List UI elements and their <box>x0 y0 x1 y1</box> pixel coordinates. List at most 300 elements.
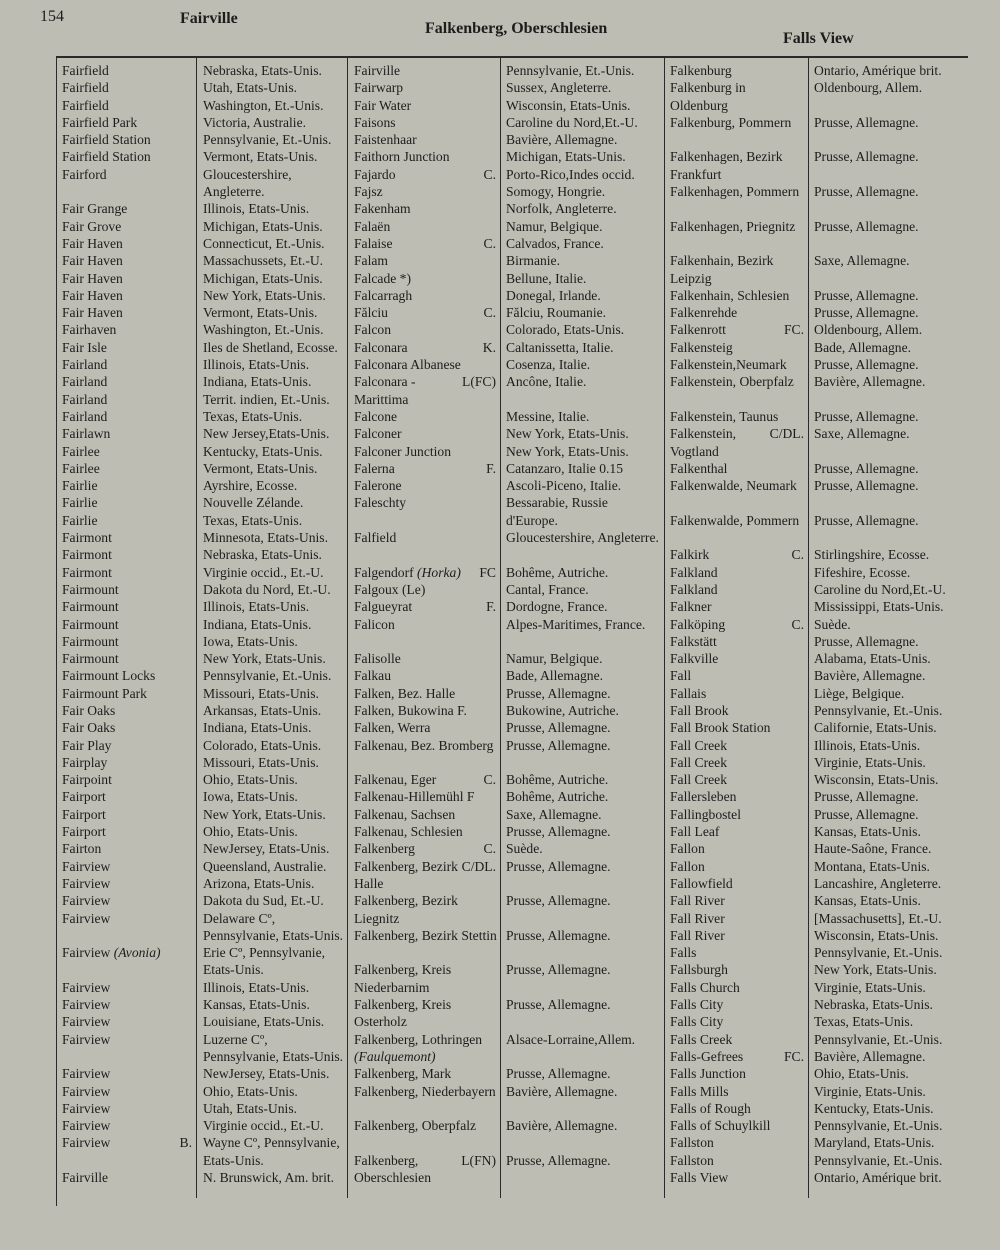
entry-name-text: Fairview <box>62 1066 111 1082</box>
entry-name <box>670 910 806 927</box>
entry-name <box>354 788 498 805</box>
entry-place: Illinois, Etats-Unis. <box>814 737 921 753</box>
entry-name <box>354 79 498 96</box>
entry-place: Caroline du Nord,Et.-U. <box>506 114 638 130</box>
entry-name <box>354 1083 498 1118</box>
entry-name-text: Fairmount <box>62 599 119 615</box>
entry-note: C. <box>791 616 804 632</box>
entry-name-text: Fairville <box>354 63 401 78</box>
entry-place: Indiana, Etats-Unis. <box>203 616 312 632</box>
entry-name-text: Fallais <box>670 685 707 701</box>
entry-place: Birmanie. <box>506 253 560 269</box>
entry-name-text: Fall River <box>670 893 725 909</box>
entry-place: Prusse, Allemagne. <box>506 962 611 978</box>
entry-place: Vermont, Etats-Unis. <box>203 460 318 476</box>
entry-name <box>62 633 194 650</box>
entry-place: N. Brunswick, Am. brit. <box>203 1170 335 1185</box>
entry-name-text: Fall Creek <box>670 754 728 770</box>
entry-name-text: Fairfield <box>62 63 109 78</box>
entry-name <box>670 183 806 218</box>
entry-name-text: Falkenstein, Oberpfalz <box>670 374 794 390</box>
entry-name <box>670 858 806 875</box>
entry-name-text: Fallowfield <box>670 875 733 891</box>
entry-place: Ancône, Italie. <box>506 374 587 390</box>
entry-name-text: Falkenau-Hillemühl F <box>354 789 475 805</box>
entry-name <box>670 321 806 338</box>
entry-note: FC. <box>783 1048 804 1064</box>
entry-name <box>670 460 806 477</box>
entry-name <box>354 598 498 615</box>
entry-name-text: Fairmount <box>62 633 119 649</box>
entry-name-text: Falicon <box>354 616 395 632</box>
entry-place: Prusse, Allemagne. <box>814 512 919 528</box>
entry-name <box>62 1134 194 1169</box>
entry-place: Nouvelle Zélande. <box>203 495 304 511</box>
entry-note: C. <box>483 305 496 321</box>
entry-name-text: Falls View <box>670 1170 729 1185</box>
entry-name <box>62 616 194 633</box>
entry-place: Oldenbourg, Allem. <box>814 322 923 338</box>
entry-place: Catanzaro, Italie 0.15 <box>506 460 624 476</box>
entry-name-text: Fairland <box>62 391 108 407</box>
entry-place: Gloucestershire, Angleterre. <box>203 166 292 200</box>
entry-name <box>62 806 194 823</box>
entry-place: Oldenbourg, Allem. <box>814 80 923 96</box>
entry-place: Mississippi, Etats-Unis. <box>814 599 944 615</box>
entry-place: Bavière, Allemagne. <box>814 668 926 684</box>
entry-place: Prusse, Allemagne. <box>814 184 919 200</box>
entry-name-text: Fairfield <box>62 80 109 96</box>
entry-name <box>62 979 194 996</box>
entry-note: B. <box>179 1135 192 1151</box>
entry-place: Saxe, Allemagne. <box>814 426 910 442</box>
entry-place: Vermont, Etats-Unis. <box>203 149 318 165</box>
entry-name-text: Falkensteig <box>670 339 733 355</box>
entry-name-text: Falkenstein,Neumark <box>670 357 787 373</box>
entry-name-text: Fairport <box>62 789 106 805</box>
entry-name <box>670 806 806 823</box>
entry-note: FC <box>479 564 496 580</box>
entry-place: Virginie, Etats-Unis. <box>814 1083 926 1099</box>
entry-place: Prusse, Allemagne. <box>814 114 919 130</box>
entry-place: Arkansas, Etats-Unis. <box>203 702 322 718</box>
entry-name-text: Falls <box>670 945 697 961</box>
entry-place: Illinois, Etats-Unis. <box>203 979 310 995</box>
entry-name-text: Fairfield <box>62 97 109 113</box>
entry-name-text: Fairfield Park <box>62 114 138 130</box>
entry-name <box>670 598 806 615</box>
entry-name <box>62 1065 194 1082</box>
entry-name-text: Falfield <box>354 530 397 546</box>
entry-name <box>354 650 498 667</box>
entry-place: Prusse, Allemagne. <box>814 633 919 649</box>
entry-note: F. <box>486 460 496 476</box>
entry-place: Kentucky, Etats-Unis. <box>203 443 323 459</box>
entry-place: Prusse, Allemagne. <box>506 997 611 1013</box>
entry-name <box>670 961 806 978</box>
entry-name-text: Falkenberg <box>354 841 415 857</box>
entry-place: Texas, Etats-Unis. <box>814 1014 914 1030</box>
entry-name-text: Fairport <box>62 824 106 840</box>
entry-name-italic: (Horka) <box>413 564 461 580</box>
entry-place: Minnesota, Etats-Unis. <box>203 530 328 546</box>
entry-name <box>670 79 806 114</box>
entry-place: Ohio, Etats-Unis. <box>203 824 298 840</box>
entry-name <box>354 858 498 893</box>
entry-name <box>670 564 806 581</box>
entry-name-text: Fairview <box>62 979 111 995</box>
entry-place: Prusse, Allemagne. <box>814 460 919 476</box>
page-header <box>0 0 1000 56</box>
entry-note: L(FC) <box>462 374 496 390</box>
entry-place: Prusse, Allemagne. <box>506 685 611 701</box>
entry-name <box>62 719 194 736</box>
entry-name <box>62 166 194 201</box>
entry-name-text: Fairview <box>62 1031 111 1047</box>
entry-name <box>670 339 806 356</box>
entry-name-text: Fairmount <box>62 616 119 632</box>
entry-name-text: Falconara Albanese <box>354 357 461 373</box>
entry-name-text: Falkenberg, Bezirk Liegnitz <box>354 893 458 926</box>
entry-name <box>670 875 806 892</box>
entry-place: Erie Cº, Pennsylvanie, Etats-Unis. <box>203 945 326 978</box>
entry-name-text: Fall Leaf <box>670 824 720 840</box>
entry-place: Prusse, Allemagne. <box>814 149 919 165</box>
entry-name-text: Falaise <box>354 235 393 251</box>
column-divider-4 <box>664 58 665 1198</box>
entry-name <box>354 1065 498 1082</box>
entry-name <box>670 996 806 1013</box>
entry-name <box>354 356 498 373</box>
entry-name <box>354 719 498 736</box>
entry-name-text: Falkenhain, Schlesien <box>670 287 790 303</box>
entry-name-text: Fairplay <box>62 754 108 770</box>
entry-name <box>62 477 194 494</box>
entry-name-text: Falkenrehde <box>670 305 738 321</box>
entry-place: Lancashire, Angleterre. <box>814 875 942 891</box>
entry-name <box>670 408 806 425</box>
entry-place: Pennsylvanie, Et.-Unis. <box>814 1118 943 1134</box>
entry-name-text: Falkirk <box>670 547 710 563</box>
entry-place: Caltanissetta, Italie. <box>506 339 614 355</box>
entry-name <box>62 391 194 408</box>
entry-name <box>62 581 194 598</box>
entry-name <box>354 148 498 165</box>
entry-name <box>62 114 194 131</box>
entry-name-text: Fair Haven <box>62 270 123 286</box>
entry-name-text: Falkville <box>670 651 719 667</box>
entry-place: Cantal, France. <box>506 581 589 597</box>
entry-place: Michigan, Etats-Unis. <box>203 270 323 286</box>
entry-name-text: Fall Creek <box>670 737 728 753</box>
entry-place: Ascoli-Piceno, Italie. <box>506 478 622 494</box>
entry-place: Washington, Et.-Unis. <box>203 97 324 113</box>
entry-name-text: Fairview <box>62 1083 111 1099</box>
entry-name <box>354 667 498 684</box>
entry-name <box>62 304 194 321</box>
entry-name <box>62 1169 194 1186</box>
entry-name <box>354 961 498 996</box>
entry-name-text: Fair Oaks <box>62 720 116 736</box>
entry-place: Indiana, Etats-Unis. <box>203 720 312 736</box>
entry-name <box>62 425 194 442</box>
entry-note: FC. <box>783 322 804 338</box>
entry-place: Bavière, Allemagne. <box>814 1048 926 1064</box>
entry-name-text: Fairview <box>62 1014 111 1030</box>
entry-place: Virginie occid., Et.-U. <box>203 564 324 580</box>
entry-name <box>62 148 194 165</box>
entry-note: C. <box>483 235 496 251</box>
entry-name-text: Fairland <box>62 374 108 390</box>
entry-note: C. <box>483 772 496 788</box>
entry-name-text: Fairview <box>62 858 111 874</box>
entry-place: Ohio, Etats-Unis. <box>814 1066 909 1082</box>
entry-place: Prusse, Allemagne. <box>814 287 919 303</box>
entry-place: Queensland, Australie. <box>203 858 327 874</box>
entry-name <box>670 1169 806 1186</box>
entry-place: Bohême, Autriche. <box>506 789 609 805</box>
entry-name-text: Falkenstein, Taunus <box>670 408 779 424</box>
entry-name-text: Fair Isle <box>62 339 107 355</box>
entry-place: Pennsylvanie, Et.-Unis. <box>814 1152 943 1168</box>
entry-name <box>670 1065 806 1082</box>
entry-name <box>670 148 806 183</box>
entry-name-text: Falkenhagen, Pommern <box>670 184 800 200</box>
entry-place: Michigan, Etats-Unis. <box>203 218 323 234</box>
entry-name-text: Falgueyrat <box>354 599 413 615</box>
entry-place: Montana, Etats-Unis. <box>814 858 930 874</box>
entry-place: [Massachusetts], Et.-U. <box>814 910 942 926</box>
entry-place: Messine, Italie. <box>506 408 590 424</box>
entry-place: Missouri, Etats-Unis. <box>203 754 319 770</box>
entry-name <box>354 581 498 598</box>
entry-place: Connecticut, Et.-Unis. <box>203 235 325 251</box>
entry-name-text: Fairview <box>62 910 111 926</box>
entry-place: Iowa, Etats-Unis. <box>203 789 298 805</box>
entry-place: Bohême, Autriche. <box>506 564 609 580</box>
entry-place: Liège, Belgique. <box>814 685 905 701</box>
entry-place: Somogy, Hongrie. <box>506 184 606 200</box>
column-3-places <box>814 62 964 1186</box>
entry-name-text: Fairpoint <box>62 772 112 788</box>
entry-name-text: Fairfield Station <box>62 149 151 165</box>
entry-name <box>354 235 498 252</box>
entry-place: Prusse, Allemagne. <box>506 720 611 736</box>
entry-place: Bohême, Autriche. <box>506 772 609 788</box>
entry-place: Pennsylvanie, Et.-Unis. <box>814 1031 943 1047</box>
entry-name-text: Fallon <box>670 858 705 874</box>
entry-place: Dakota du Sud, Et.-U. <box>203 893 324 909</box>
entry-note: C. <box>791 547 804 563</box>
entry-name <box>62 1031 194 1066</box>
entry-name <box>354 529 498 564</box>
entry-name-text: Falkenhain, Bezirk Leipzig <box>670 253 774 286</box>
entry-name-text: Falgendorf <box>354 564 414 580</box>
entry-name <box>62 356 194 373</box>
entry-name <box>354 200 498 217</box>
entry-name-text: Fairton <box>62 841 102 857</box>
entry-note: C. <box>483 841 496 857</box>
entry-name <box>670 927 806 944</box>
entry-place: Illinois, Etats-Unis. <box>203 357 310 373</box>
entry-name <box>354 425 498 442</box>
entry-name <box>354 166 498 183</box>
entry-name-text: Fallston <box>670 1152 714 1168</box>
entry-name <box>62 650 194 667</box>
entry-name-italic: (Faulquemont) <box>354 1048 436 1064</box>
entry-name <box>670 1134 806 1151</box>
entry-place: Californie, Etats-Unis. <box>814 720 937 736</box>
entry-name <box>62 788 194 805</box>
entry-place: New York, Etats-Unis. <box>203 651 326 667</box>
entry-place: Delaware Cº, Pennsylvanie, Etats-Unis. <box>203 910 344 943</box>
entry-name-text: Fairview <box>62 1100 111 1116</box>
entry-name <box>62 252 194 269</box>
entry-place: New York, Etats-Unis. <box>203 287 326 303</box>
entry-place: Ontario, Amérique brit. <box>814 1170 942 1185</box>
entry-name <box>354 771 498 788</box>
entry-name <box>62 339 194 356</box>
entry-note: C. <box>483 166 496 182</box>
entry-place: Pennsylvanie, Et.-Unis. <box>506 63 635 78</box>
entry-place: Bukowine, Autriche. <box>506 702 619 718</box>
entry-name-text: Fair Haven <box>62 235 123 251</box>
entry-name <box>670 685 806 702</box>
entry-name-text: Fairlie <box>62 495 98 511</box>
entry-place: Luzerne Cº, Pennsylvanie, Etats-Unis. <box>203 1031 344 1064</box>
entry-name <box>354 287 498 304</box>
entry-name-text: Fair Haven <box>62 253 123 269</box>
entry-name <box>354 460 498 477</box>
entry-place: New York, Etats-Unis. <box>506 426 629 442</box>
entry-place: Fifeshire, Ecosse. <box>814 564 911 580</box>
entry-name <box>62 200 194 217</box>
column-divider-3 <box>500 58 501 1198</box>
entry-name <box>354 114 498 131</box>
entry-place: Pennsylvanie, Et.-Unis. <box>814 702 943 718</box>
entry-place: Prusse, Allemagne. <box>506 737 611 753</box>
entry-name-text: Fall River <box>670 910 725 926</box>
entry-name <box>354 616 498 651</box>
entry-name <box>354 927 498 962</box>
entry-name <box>670 512 806 547</box>
entry-name-text: Fairville <box>62 1170 109 1185</box>
entry-place: Bessarabie, Russie d'Europe. <box>506 495 608 528</box>
entry-name-text: Falcarragh <box>354 287 413 303</box>
entry-place: NewJersey, Etats-Unis. <box>203 1066 330 1082</box>
entry-name-text: Fairmount Park <box>62 685 147 701</box>
entry-name-text: Fairmont <box>62 547 112 563</box>
entry-name-text: Falcone <box>354 408 398 424</box>
entry-name-text: Falls of Schuylkill <box>670 1118 771 1134</box>
entry-name-text: Fakenham <box>354 201 411 217</box>
entry-place: Bade, Allemagne. <box>814 339 912 355</box>
entry-name-text: Falconer Junction <box>354 443 452 459</box>
entry-place: Bellune, Italie. <box>506 270 587 286</box>
entry-place: Porto-Rico,Indes occid. <box>506 166 635 182</box>
entry-name-text: Falkland <box>670 581 718 597</box>
entry-name-text: Falkenberg, Oberschlesien <box>354 1152 432 1185</box>
entry-name-text: Faisons <box>354 114 396 130</box>
entry-name <box>62 875 194 892</box>
entry-name <box>670 719 806 736</box>
entry-name <box>354 1117 498 1152</box>
entry-place: Prusse, Allemagne. <box>814 789 919 805</box>
entry-name-text: Falaën <box>354 218 391 234</box>
entry-name <box>670 1083 806 1100</box>
entry-name <box>670 581 806 598</box>
entry-place: Pennsylvanie, Et.-Unis. <box>203 668 332 684</box>
entry-name-text: Falls City <box>670 1014 724 1030</box>
entry-name-text: Falkau <box>354 668 391 684</box>
entry-note: K. <box>482 339 496 355</box>
entry-name <box>62 598 194 615</box>
entry-name-text: Fair Haven <box>62 305 123 321</box>
entry-name-text: Falls Creek <box>670 1031 733 1047</box>
entry-name-text: Fairview <box>62 893 111 909</box>
entry-name <box>62 218 194 235</box>
entry-name <box>354 252 498 269</box>
entry-name <box>354 183 498 200</box>
entry-name-text: Fairmount Locks <box>62 668 156 684</box>
entry-name-text: Fallon <box>670 841 705 857</box>
entry-name <box>62 910 194 945</box>
entry-name <box>354 97 498 114</box>
entry-name-text: Fallingbostel <box>670 806 741 822</box>
entry-place: Vermont, Etats-Unis. <box>203 305 318 321</box>
entry-name <box>670 373 806 408</box>
entry-place: Arizona, Etats-Unis. <box>203 875 315 891</box>
entry-name <box>670 287 806 304</box>
entry-name-text: Falkenwalde, Neumark <box>670 478 797 494</box>
entry-name-text: Falls of Rough <box>670 1100 751 1116</box>
entry-place: Prusse, Allemagne. <box>814 305 919 321</box>
entry-name <box>62 858 194 875</box>
entry-name <box>62 944 194 979</box>
entry-name <box>354 443 498 460</box>
entry-name <box>62 892 194 909</box>
entry-name-text: Fall River <box>670 927 725 943</box>
entry-name <box>62 97 194 114</box>
entry-name-text: Falkenberg, Kreis Niederbarnim <box>354 962 452 995</box>
entry-name-text: Falls City <box>670 997 724 1013</box>
entry-place: Illinois, Etats-Unis. <box>203 599 310 615</box>
entry-name-text: Fairview <box>62 1118 111 1134</box>
entry-name <box>62 529 194 546</box>
entry-name <box>62 494 194 511</box>
entry-name-text: Fălciu <box>354 305 388 321</box>
entry-name <box>354 373 498 408</box>
entry-name-text: Fair Play <box>62 737 112 753</box>
entry-name-text: Falcon <box>354 322 391 338</box>
entry-place: Louisiane, Etats-Unis. <box>203 1014 325 1030</box>
entry-place: Indiana, Etats-Unis. <box>203 374 312 390</box>
entry-name-text: Faleschty <box>354 495 407 511</box>
entry-name-text: Falkland <box>670 564 718 580</box>
entry-name-text: Falkner <box>670 599 712 615</box>
entry-name-text: Fair Grange <box>62 201 128 217</box>
entry-place: Wisconsin, Etats-Unis. <box>814 772 939 788</box>
entry-place: New York, Etats-Unis. <box>506 443 629 459</box>
entry-name-text: Falcade *) <box>354 270 411 286</box>
entry-place: Saxe, Allemagne. <box>814 253 910 269</box>
entry-place: Fălciu, Roumanie. <box>506 305 607 321</box>
entry-name <box>62 373 194 390</box>
entry-place: Nebraska, Etats-Unis. <box>203 547 322 563</box>
column-divider-1 <box>196 58 197 1198</box>
header-last-entry: Falls View <box>783 30 854 47</box>
header-middle-entry: Falkenberg, Oberschlesien <box>425 20 608 37</box>
